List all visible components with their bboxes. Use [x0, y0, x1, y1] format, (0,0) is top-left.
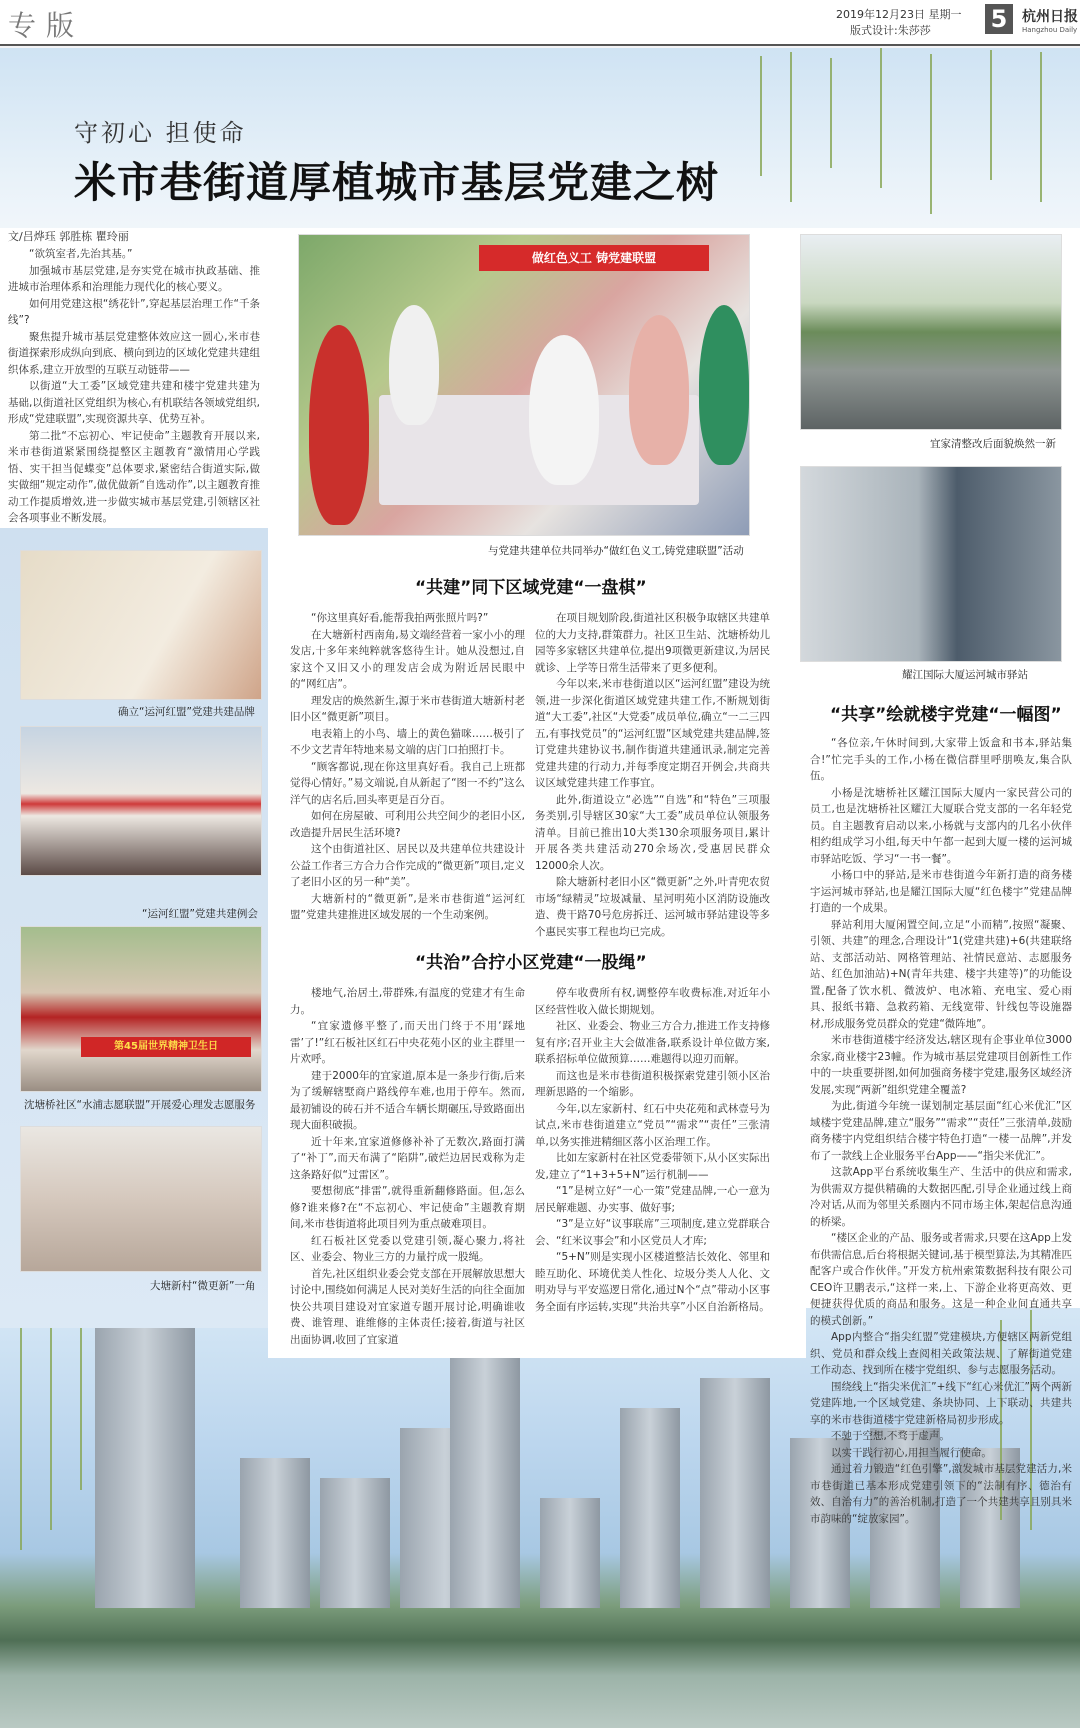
- section-heading-cogovern: “共治”合拧小区党建“一股绳”: [415, 953, 647, 973]
- person-figure: [389, 305, 439, 425]
- skyline-building: [540, 1498, 600, 1608]
- body-paragraph: 建于2000年的宜家道,原本是一条步行街,后来为了缓解辖墅商户路线停车难,也用于停车。然而,最初铺设的砖石并不适合车辆长期碾压,导致路面出现大面积破损。: [290, 1069, 525, 1131]
- skyline-building: [240, 1458, 310, 1608]
- city-station-photo: [800, 466, 1062, 662]
- willow-branch-decoration: [990, 50, 992, 180]
- section2-column-a: [290, 985, 525, 1346]
- skyline-building: [450, 1358, 520, 1608]
- headline-title: 米市巷街道厚植城市基层党建之树: [74, 158, 720, 207]
- left-photo-caption-1: 确立“运河红盟”党建共建品牌: [118, 706, 255, 718]
- willow-branch-decoration: [790, 52, 792, 202]
- volunteer-haircut-photo: [20, 926, 262, 1092]
- intro-paragraph: 第二批“不忘初心、牢记使命”主题教育开展以来,米市巷街道紧紧围绕提整区主题教育“激情用心学践悟、实干担当促蝶变”总体要求,紧密结合街道实际,做实做细“规定动作”,做优做新“自选动作”,以主题教育推动工作提质增效,进一步做实城市基层党建,引领辖区社会各项事业不断发展。: [8, 429, 260, 524]
- body-paragraph: 这款App平台系统收集生产、生活中的供应和需求,为供需双方提供精确的大数据匹配,引导企业通过线上商冷对话,从而为邻里关系圈内不同市场主体,架起信息沟通的桥梁。: [810, 1166, 1072, 1228]
- street-photo-caption: 宜家清整改后面貌焕然一新: [930, 438, 1056, 450]
- meeting-photo: [20, 726, 262, 876]
- person-figure: [529, 335, 599, 485]
- photo-banner: 第45届世界精神卫生日: [81, 1037, 251, 1057]
- willow-branch-decoration: [880, 48, 882, 188]
- body-paragraph: 理发店的焕然新生,源于米市巷街道大塘新村老旧小区“微更新”项目。: [290, 694, 525, 723]
- body-paragraph: 这个由街道社区、居民以及共建单位共建设计公益工作者三方合力合作完成的“微更新”项目,定义了老旧小区的另一种“美”。: [290, 843, 525, 888]
- willow-branch-decoration: [760, 56, 762, 176]
- left-photo-caption-4: 大塘新村“微更新”一角: [150, 1280, 256, 1292]
- headline-kicker: 守初心 担使命: [74, 119, 247, 147]
- body-paragraph: “你这里真好看,能帮我拍两张照片吗?”: [311, 612, 489, 624]
- intro-paragraph: 以街道“大工委”区域党建共建和楼宇党建共建为基础,以街道社区党组织为核心,有机联结各领域党组织,形成“党建联盟”,实现资源共享、优势互补。: [8, 380, 260, 425]
- newspaper-masthead: 杭州日报: [1022, 9, 1078, 25]
- office-photo-caption: 耀江国际大厦运河城市驿站: [902, 669, 1028, 681]
- left-photo-caption-3: 沈塘桥社区“水浦志愿联盟”开展爱心理发志愿服务: [24, 1099, 256, 1111]
- skyline-building: [700, 1378, 770, 1608]
- photo-banner: 做红色义工 铸党建联盟: [479, 245, 709, 271]
- body-paragraph: 驿站利用大厦闲置空间,立足“小而精”,按照“凝聚、引领、共建”的理念,合理设计“1(党建共建)+6(共建联络站、支部活动站、网格管理站、社情民意站、志愿服务站、红色加油站)+N(青年共建、楼宇共建等)”的功能设置,配备了饮水机、微波炉、电冰箱、充电宝、爱心雨具、报纸书籍、急救药箱、无线宽带、针线包等设施器材,形成服务党员群众的党建“微阵地”。: [810, 918, 1072, 1030]
- body-paragraph: 大塘新村的“微更新”,是米市巷街道“运河红盟”党建共建推进区域发展的一个生动案例。: [290, 892, 525, 921]
- section-label: 专版: [8, 9, 85, 42]
- body-paragraph: 小杨口中的驿站,是米市巷街道今年新打造的商务楼宇运河城市驿站,也是耀江国际大厦“红色楼宇”党建品牌打造的一个成果。: [810, 869, 1072, 914]
- body-paragraph: 红石板社区党委以党建引领,凝心聚力,将社区、业委会、物业三方的力量拧成一股绳。: [290, 1234, 525, 1263]
- body-paragraph: 以实干践行初心,用担当履行使命。: [831, 1446, 992, 1459]
- body-paragraph: “5+N”则是实现小区楼道整洁长效化、邻里和睦互助化、环境优美人性化、垃圾分类人人化、文明劝导与平安巡逻日常化,通过N个“点”带动小区事务全面有序运转,实现“共治共享”小区自治新格局。: [535, 1251, 770, 1313]
- section1-column-b: [535, 610, 770, 940]
- body-paragraph: “1”是树立好“一心一策”党建品牌,一心一意为居民解难题、办实事、做好事;: [535, 1185, 770, 1214]
- layout-editor: 版式设计:朱莎莎: [850, 24, 931, 37]
- body-paragraph: 停车收费所有权,调整停车收费标准,对近年小区经营性收入做长期规划。: [535, 987, 770, 1016]
- street-renovation-photo: [800, 234, 1062, 430]
- issue-date: 2019年12月23日 星期一: [836, 8, 962, 21]
- body-paragraph: 要想彻底“排雷”,就得重新翻修路面。但,怎么修?谁来修?在“不忘初心、牢记使命”主题教育期间,米市巷街道将此项目列为重点破难项目。: [290, 1185, 525, 1230]
- body-paragraph: 围绕线上“指尖米优汇”+线下“红心米优汇”两个两新党建阵地,一个区域党建、条块协同、上下联动、共建共享的米市巷街道楼宇党建新格局初步形成。: [810, 1380, 1072, 1426]
- body-paragraph: 今年,以左家新村、红石中央花苑和武林壹号为试点,米市巷街道建立“党员”“需求”“责任”三张清单,以务实推进精细区落小区治理工作。: [535, 1102, 770, 1148]
- skyline-building: [620, 1408, 680, 1608]
- volunteer-activity-photo: [298, 234, 750, 536]
- intro-paragraph: 加强城市基层党建,是夯实党在城市执政基础、推进城市治理体系和治理能力现代化的核心要义。: [8, 264, 260, 293]
- section3-column: [810, 735, 1073, 1525]
- skyline-building: [320, 1478, 390, 1608]
- intro-paragraph: “欲筑室者,先治其基。”: [29, 248, 133, 260]
- body-paragraph: 而这也是米市巷街道积极探索党建引领小区治理新思路的一个缩影。: [535, 1069, 770, 1098]
- body-paragraph: 首先,社区组织业委会党支部在开展解放思想大讨论中,围绕如何满足人民对美好生活的向往全面加快公共项目建设对宜家道专题开展讨论,明确谁收费、谁管理、谁维修的主体责任;接着,街道与社区出面协调,收回了宜家道: [290, 1267, 525, 1346]
- body-paragraph: 不驰于空想,不骛于虚声。: [831, 1430, 950, 1442]
- newspaper-masthead-en: Hangzhou Daily: [1022, 26, 1078, 34]
- section2-column-b: [535, 985, 770, 1321]
- body-paragraph: “楼区企业的产品、服务或者需求,只要在这App上发布供需信息,后台将根据关键词,基于模型算法,为其精准匹配客户或合作伙伴。”开发方杭州索策数据科技有限公司CEO许卫鹏表示,“这样一来,上、下游企业将更高效、更便捷获得优质的商品和服务。这是一种企业间直通共享的模式创新。”: [810, 1232, 1073, 1327]
- section1-column-a: [290, 610, 525, 940]
- byline: 文/吕烨珏 郭胜栋 瞿玲丽: [8, 230, 129, 243]
- body-paragraph: 此外,街道设立“必选”“自选”和“特色”三项服务类别,引导辖区30家“大工委”成员单位认领服务清单。目前已推出10大类130余项服务项目,累计开展各类共建活动270余场次,受惠居民群众12000余人次。: [535, 793, 770, 872]
- person-figure: [309, 325, 369, 525]
- body-paragraph: 在大塘新村西南角,易文端经营着一家小小的理发店,十多年来纯粹就客悠待生计。她从没想过,自家这个又旧又小的理发店会成为附近居民眼中的“网红店”。: [290, 628, 525, 690]
- left-photo-caption-2: “运河红盟”党建共建例会: [142, 908, 258, 920]
- body-paragraph: 如何在房屋破、可利用公共空间少的老旧小区,改造提升居民生活环境?: [290, 810, 525, 839]
- body-paragraph: 社区、业委会、物业三方合力,推进工作支持修复有序;召开业主大会做准备,联系设计单位做方案,联系招标单位做预算……难题得以迎刃而解。: [535, 1020, 770, 1065]
- body-paragraph: 在项目规划阶段,街道社区积极争取辖区共建单位的大力支持,群策群力。社区卫生站、沈塘桥幼儿园等多家辖区共建单位,提出9项微更新建议,为居民就诊、上学等日常生活带来了更多便利。: [535, 612, 770, 674]
- body-paragraph: 小杨是沈塘桥社区耀江国际大厦内一家民营公司的员工,也是沈塘桥社区耀江大厦联合党支部的一名年轻党员。自主题教育启动以来,小杨就与支部内的几名小伙伴相约组成学习小组,每天中午都一起到大厦一楼的运河城市驿站吃饭、学习“一书一餐”。: [810, 786, 1072, 865]
- body-paragraph: 除大塘新村老旧小区“微更新”之外,叶青兜农贸市场“绿精灵”垃圾减量、星河明苑小区消防设施改造、费干路70号危房拆迁、运河城市驿站建设等多个惠民实事工程也均已完成。: [535, 876, 770, 938]
- person-figure: [699, 305, 749, 465]
- micro-renewal-photo: [20, 1126, 262, 1272]
- section-heading-coshare: “共享”绘就楼宇党建“一幅图”: [830, 705, 1062, 725]
- page-header: [0, 0, 1080, 46]
- intro-paragraph: 聚焦提升城市基层党建整体效应这一圆心,米市巷街道探索形成纵向到底、横向到边的区域化党建共建组织体系,建立开放型的互联互动链带——: [8, 330, 260, 376]
- body-paragraph: 为此,街道今年统一谋划制定基层面“红心米优汇”区域楼宇党建品牌,建立“服务”“需求”“责任”三张清单,鼓励商务楼宇内党组织结合楼宇特色打造“一楼一品牌”,并发布了一款线上企业服务平台App——“指尖米优汇”。: [810, 1100, 1072, 1162]
- willow-branch-decoration: [20, 1290, 22, 1550]
- willow-branch-decoration: [1040, 52, 1042, 202]
- body-paragraph: 通过着力锻造“红色引擎”,激发城市基层党建活力,米市巷街道已基本形成党建引领下的“法制有序、德治有效、自治有力”的善治机制,打造了一个共建共享且别具米市韵味的“绽放家园”。: [810, 1463, 1072, 1525]
- body-paragraph: 米市巷街道楼宇经济发达,辖区现有企事业单位3000余家,商业楼宇23幢。作为城市基层党建项目创新性工作中的一块重要拼图,如何加强商务楼宇党建,服务区域经济发展,实现“两新”组织党建全覆盖?: [810, 1034, 1072, 1096]
- body-paragraph: “3”是立好“议事联席”三项制度,建立党群联合会、“红米议事会”和小区党员人才库;: [535, 1218, 770, 1247]
- body-paragraph: 比如左家新村在社区党委带领下,从小区实际出发,建立了“1+3+5+N”运行机制——: [535, 1152, 770, 1181]
- section-heading-cobuild: “共建”同下区域党建“一盘棋”: [415, 578, 647, 598]
- body-paragraph: App内整合“指尖红盟”党建模块,方便辖区两新党组织、党员和群众线上查阅相关政策法规、了解街道党建工作动态、找到所在楼宇党组织、参与志愿服务活动。: [810, 1331, 1072, 1376]
- willow-branch-decoration: [830, 58, 832, 168]
- intro-column: [8, 246, 260, 528]
- skyline-building: [95, 1308, 195, 1608]
- body-paragraph: 近十年来,宜家道修修补补了无数次,路面打满了“补丁”,而天布满了“陷阱”,破烂边居民戏称为走这条路好似“过雷区”。: [290, 1135, 525, 1181]
- body-paragraph: “各位亲,午休时间到,大家带上饭盒和书本,驿站集合!”忙完手头的工作,小杨在微信群里呼朋唤友,集合队伍。: [810, 737, 1072, 782]
- body-paragraph: 今年以来,米市巷街道以区“运河红盟”建设为统领,进一步深化街道区域党建共建工作,不断规划街道“大工委”,社区“大党委”成员单位,确立“一二三四五,有事找党员”的“运河红盟”区域党建共建品牌,签订党建共建协议书,制作街道共建通讯录,制定完善党建共建的行动力,并每季度定期召开例会,共商共议区域党建共建工作事宜。: [535, 678, 770, 789]
- page-number: 5: [985, 4, 1013, 34]
- body-paragraph: “宜家遗修平整了,而天出门终于不用‘踩地雷’了!”红石板社区红石中央花苑小区的业主群里一片欢呼。: [290, 1020, 525, 1065]
- body-paragraph: 楼地气,治居土,带群殊,有温度的党建才有生命力。: [290, 987, 525, 1016]
- body-paragraph: “顾客都说,现在你这里真好看。我自己上班都觉得心情好。”易文端说,自从新起了“图一不约”这么洋气的店名后,回头率更是百分百。: [290, 760, 525, 806]
- body-paragraph: 电表箱上的小鸟、墙上的黄色猫咪……极引了不少文艺青年特地来易文端的店门口拍照打卡。: [290, 727, 525, 756]
- willow-branch-decoration: [50, 1300, 52, 1530]
- main-photo-caption: 与党建共建单位共同举办“做红色义工,铸党建联盟”活动: [488, 545, 744, 557]
- willow-branch-decoration: [930, 54, 932, 214]
- person-figure: [629, 315, 689, 465]
- intro-paragraph: 如何用党建这根“绣花针”,穿起基层治理工作“千条线”?: [8, 297, 260, 326]
- brand-wall-photo: [20, 550, 262, 700]
